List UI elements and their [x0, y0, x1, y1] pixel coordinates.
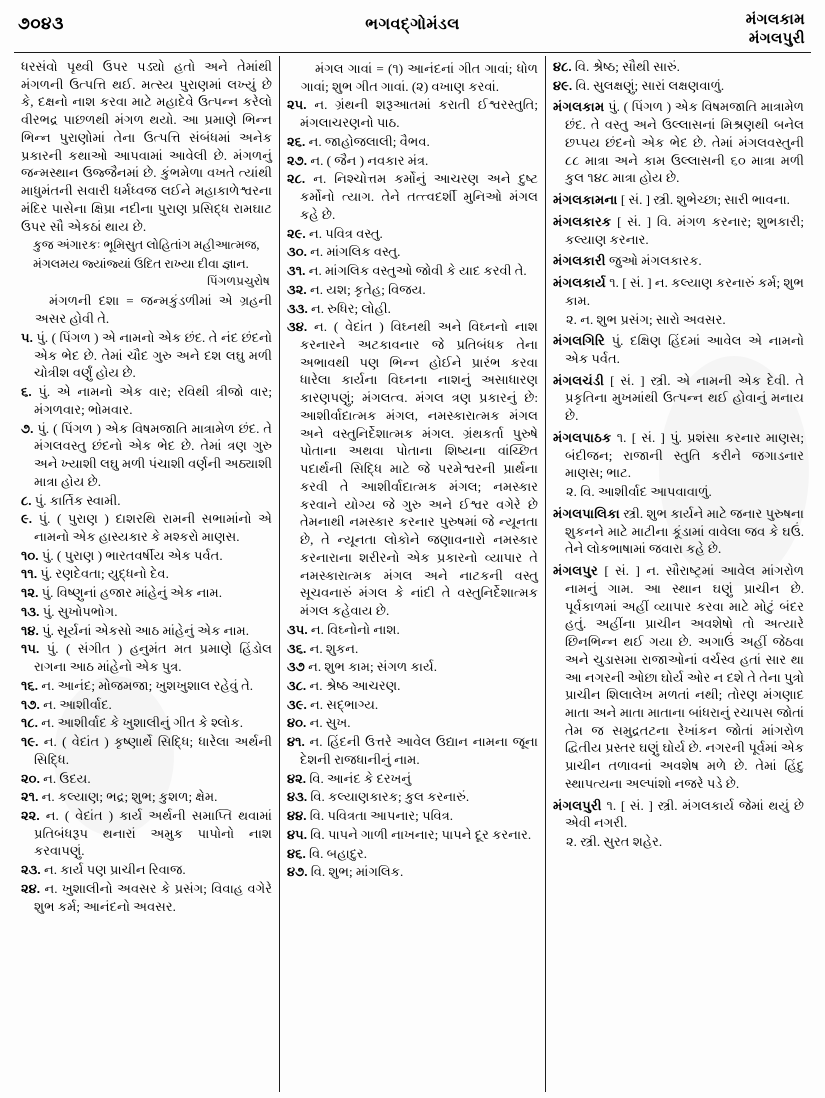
sense-text: ન. યશ; કૃતેહ; વિજય. [309, 281, 426, 297]
sense-number: ૧૧. [21, 566, 38, 582]
sense-text: ન. હિંદની ઉત્તરે આવેલ ઉદ્યાન નામના જૂના દેશની રાજધાનીનું નામ. [300, 734, 538, 767]
sense-text: ન. શ્રેષ્ઠ આચરણ. [309, 677, 401, 693]
sense-item [21, 329, 272, 382]
entry-headword: મંગલપુરી [553, 797, 602, 813]
sense-number: ૧૪. [21, 622, 39, 638]
sense-item [21, 788, 272, 806]
sense-item [21, 640, 272, 675]
entry-headword: મંગલકામના [553, 192, 618, 208]
sense-item [287, 640, 538, 658]
entry-body: પું. ( પિંગળ ) એક વિષમજાતિ માત્રામેળ છંદ. તે વસ્તુ અને ઉલ્લાસનાં મિશ્રણથી બનેલ છપ્પય છંદનો એક ભેદ છે. તેમાં મંગલવસ્તુની ૮૮ માત્રા અને કામ ઉલ્લાસની ૬૦ માત્રા મળી કુલ ૧૪૮ માત્રા હોય છે. [565, 99, 804, 186]
dictionary-entry [553, 562, 804, 793]
sense-number: ૩૮. [287, 677, 307, 693]
entry-headword: મંગલપાલિકા [553, 505, 620, 521]
sense-item [21, 565, 272, 583]
sense-text: પું. એ નામનો એક વાર; રવિથી ત્રીજો વાર; મંગળવાર; ભોમવાર. [34, 384, 272, 417]
entry-headword: મંગલકારી [553, 253, 606, 269]
sense-number: ૩૬. [287, 640, 307, 656]
sense-text: ન. જાહોજલાલી; વૈભવ. [308, 133, 430, 149]
entry-body: ૧. [ સં. ] સ્ત્રી. મંગલકાર્ય જેમાં થયું છે એવી નગરી. [565, 797, 804, 831]
dictionary-entry [553, 429, 804, 482]
sense-number: ૪૯. [553, 77, 573, 93]
sense-item [287, 300, 538, 318]
sense-item [21, 420, 272, 491]
column-2 [279, 56, 545, 1092]
sense-text: ન. માંગલિક વસ્તુ. [310, 244, 401, 260]
sense-text: ન. વિઘ્નોનો નાશ. [310, 621, 400, 637]
sense-number: ૮. [21, 492, 32, 508]
sense-number: ૪૭. [287, 864, 308, 880]
entry-body: [ સં. ] વિ. મંગળ કરનાર; શુભકારી; કલ્યાણ કરનાર. [565, 213, 804, 247]
sense-text: વિ. બહાદુર. [309, 845, 368, 861]
sense-text: ન. રુધિર; લોહી. [311, 300, 391, 316]
sense-number: ૪૪. [287, 808, 307, 824]
sense-item [287, 788, 538, 806]
dictionary-entry [553, 98, 804, 187]
sense-item [21, 492, 272, 510]
sense-item [21, 733, 272, 768]
sense-item [287, 281, 538, 299]
sense-number: ૨૮. [287, 171, 306, 187]
entry-headword: મંગલપાઠક [553, 429, 612, 445]
dictionary-entry [553, 797, 804, 832]
sense-number: ૧૩. [21, 603, 40, 619]
sense-number: ૪૬. [287, 845, 306, 861]
column-container [14, 56, 811, 1092]
guide-word-last: મંગલપુરી [748, 30, 805, 47]
sense-text: પું. વિષ્ણુનાં હજાર માંહેનું એક નામ. [41, 585, 223, 601]
sense-text: ન. કાર્ય પણ પ્રાચીન રિવાજ. [43, 862, 186, 878]
sense-text: વિ. સુલક્ષણું; સારાં લક્ષણવાળું. [575, 77, 725, 93]
sense-item [287, 621, 538, 639]
sense-number: ૧૮. [21, 715, 38, 731]
sense-number: ૨૪. [21, 880, 41, 896]
sense-number: ૪૫. [287, 826, 307, 842]
sense-number: ૪૧. [287, 734, 305, 750]
sense-number: ૩૫. [287, 621, 308, 637]
sense-text: વિ. પાપને ગાળી નાખનાર; પાપને દૂર કરનાર. [310, 826, 532, 842]
sense-item [553, 77, 804, 95]
sense-item [21, 622, 272, 640]
sense-number: ૨૭. [287, 152, 308, 168]
sense-number: ૨૩. [21, 862, 41, 878]
sense-item [287, 170, 538, 223]
entry-headword: મંગલગિરિ [553, 333, 605, 349]
sense-text: પું. ( સંગીત ) હનુમંત મત પ્રમાણે હિંડોલ રાગના આઠ માંહેનો એક પુત્ર. [34, 641, 272, 675]
sense-text: પું. કાર્તિક સ્વામી. [34, 492, 121, 508]
column-1 [14, 56, 279, 1092]
sense-text: ન. માંગલિક વસ્તુઓ જોવી કે યાદ કરવી તે. [308, 263, 527, 279]
sense-number: ૩૪. [287, 319, 308, 335]
sense-number: ૧૬. [21, 677, 39, 693]
entry-body: ૧. [ સં. ] ન. કલ્યાણ કરનારું કર્મ; શુભ કામ. [565, 275, 804, 308]
phrase-entry: મંગલ ગાવાં = (૧) આનંદનાં ગીત ગાવાં; ધોળ ગાવાં; શુભ ગીત ગાવાં. (૨) વખાણ કરવાં. [301, 61, 538, 94]
entry-body: સ્ત્રી. શુભ કાર્યને માટે જનાર પુરુષના શુકનને માટે માટીના કૂંડામાં વાવેલા જવ કે ઘઉં. તેને લોકભાષામાં જવારા કહે છે. [565, 505, 804, 557]
sense-item [287, 696, 538, 714]
sense-number: ૫. [21, 329, 33, 345]
sense-number: ૧૭. [21, 696, 40, 712]
sense-text: ન. આશીર્વાદ કે ખુશાલીનું ગીત કે શ્લોક. [41, 715, 244, 731]
sense-text: ન. પવિત્ર વસ્તુ. [309, 225, 383, 241]
sense-number: ૧૨. [21, 585, 39, 601]
sense-text: પું. સુખોપભોગ. [42, 603, 118, 619]
sense-item [287, 225, 538, 243]
sense-text: પું. ( પુરાણ ) દાશરથિ રામની સભામાંનો એ નામનો એક હાસ્યકાર કે મશ્કરો માણસ. [34, 511, 272, 544]
entry-body: [ સં. ] ન. સૌરાષ્ટ્રમાં આવેલ માંગરોળ નામનું ગામ. આ સ્થાન ઘણું પ્રાચીન છે. પૂર્વકાળમાં અહીં વ્યાપાર કરવા માટે મોટું બંદર હતું. અહીંના પ્રાચીન અવશેષો તો અત્યારે છિનભિન્ન થઈ ગયા છે. અગાઉં અહીં જેઠવા અને ચુડાસમા રાજાઓનાં વર્ચસ્વ હતાં સાર થા આ નગરની ઓછા ઘોર્ય ઓર ન દશે તે તેના પુત્રો પ્રાચીન શિલાલેખ મળતાં નથી; તોરણ મંગણાદ માતા અને માતા માતાના બાંધરાનું રચાપસ જોતાં તેમ જ સમુદ્રતટના રેખાંકન જોતાં માંગરોળ દ્વિતીય પ્રસ્તર ઘણું ઘોર્ય છે. નગરની પૂર્વમાં એક પ્રાચીન તળાવનાં અવશેષ મળે છે. તેમાં હિંદુ સ્થાપત્યના અલ્પાંશો નજરે પડે છે. [565, 563, 804, 791]
header-rule [14, 52, 811, 53]
verse-line: મંગલમય જ્યાંજ્યાં ઉદિત રાખ્યા દીવા જ્ઞાન. [33, 257, 249, 272]
sense-text: ન. આશીર્વાદ. [43, 696, 112, 712]
entry-headword: મંગલકાર્ય [553, 275, 606, 291]
sense-item [21, 861, 272, 879]
sense-text: વિ. શુભ; માંગલિક. [310, 864, 404, 880]
sense-text: ન. ( વેદાંત ) કાર્ય અર્થની સમાપ્તિ થવામાં પ્રતિબંધરૂપ થનારાં અમુક પાપોનો નાશ કરવાપણું. [34, 807, 272, 859]
entry-body: પું. દક્ષિણ હિંદમાં આવેલ એ નામનો એક પર્વત. [565, 333, 804, 367]
entry-body: [ સં. ] સ્ત્રી. એ નામની એક દેવી. તે પ્રકૃતિના મુખમાંથી ઉત્પન્ન થઈ હોવાનું મનાય છે. [565, 372, 804, 424]
sense-text: ન. ( જૈન ) નવકાર મંત્ર. [310, 152, 429, 168]
sense-text: ન. સુખ. [309, 715, 351, 731]
sense-text: પું. રણદેવતા; યુદ્ધનો દેવ. [40, 566, 169, 582]
sense-text: પું. સૂર્યનાં એકસો આઠ માંહેનું એક નામ. [42, 622, 250, 638]
entry-subsense: ૨. સ્ત્રી. સુરત શહેર. [566, 834, 663, 850]
entry-subsense: ૨. ન. શુભ પ્રસંગ; સારો અવસર. [566, 311, 726, 327]
sense-item [287, 714, 538, 732]
sense-item [21, 696, 272, 714]
sense-number: ૧૫. [21, 641, 40, 657]
sense-text: પું. ( પુરાણ ) ભારતવર્ષીય એક પર્વત. [41, 547, 223, 563]
sense-item [287, 826, 538, 844]
sense-text: પું. ( પિંગળ ) એક વિષમજાતિ માત્રામેળ છંદ. તે મંગલવસ્તુ છંદનો એક ભેદ છે. તેમાં ત્રણ ગુરુ અને ખ્યાશી લઘુ મળી પંચાશી વર્ણની અઠ્યાશી માત્રા હોય છે. [34, 420, 272, 489]
sense-text: ન. ગ્રંથની શરૂઆતમાં કરાતી ઈશ્વરસ્તુતિ; મંગલાચરણનો પાઠ. [300, 97, 538, 131]
sense-item [287, 845, 538, 863]
entry-body: જુઓ મંગલકારક. [608, 253, 702, 269]
sense-item [21, 603, 272, 621]
continued-paragraph: ધરસંવો પૃથ્વી ઉપર પડ્યો હતો અને તેમાંથી મંગળની ઉત્પત્તિ થઈ. મત્સ્ય પુરાણમાં લખ્યું છે કે, દક્ષનો નાશ કરવા માટે મહાદેવે ઉત્પન્ન કરેલો વીરભદ્ર પાછળથી મંગળ થયો. આ પ્રમાણે ભિન્ન ભિન્ન પુરાણોમાં તેના ઉત્પત્તિ સંબંધમાં અનેક પ્રકારની કથાઓ આપવામાં આવેલી છે. મંગળનું જન્મસ્થાન ઉજ્જૈનમાં છે. કુંભમેળા વખતે ત્યાંથી માધુમંતની સવારી ધર્મધ્વજ લઈને મહાકાળેશ્વરના મંદિર પાસેના ક્ષિપ્રા નદીના પુરાણ પ્રસિદ્ધ રામઘાટ ઉપર સૌ એકઠાં થાય છે. [21, 59, 272, 234]
sense-number: ૩૨. [287, 281, 307, 297]
dictionary-entry [553, 274, 804, 309]
verse-line: કુજ અંગારકઃ ભૂમિસુત લોહિતાંગ મહીઆત્મજ, [33, 238, 260, 253]
sense-number: ૨૬. [287, 133, 306, 149]
sense-text: ન. ખુશાલીનો અવસર કે પ્રસંગ; વિવાહ વગેરે શુભ કર્મ; આનંદનો અવસર. [34, 880, 273, 914]
sense-item [287, 96, 538, 131]
sense-text: ન. શુભ કામ; સંગળ કાર્ય. [308, 659, 437, 675]
sense-item [287, 863, 538, 881]
sense-number: ૩૦. [287, 244, 307, 260]
sense-item [287, 133, 538, 151]
dictionary-entry [553, 213, 804, 248]
sense-number: ૧૯. [21, 734, 39, 750]
sense-text: ન. શુકન. [309, 640, 359, 656]
sense-text: ન. કલ્યાણ; ભદ્ર; શુભ; કુશળ; ક્ષેમ. [41, 789, 218, 805]
dictionary-entry [553, 252, 804, 270]
sense-text: ન. ( વેદાંત ) વિઘ્નથી અને વિઘ્નનો નાશ કરનારને અટકાવનાર જે પ્રતિબંધક તેના અભાવથી પણ ભિન્ન હોઈને પ્રારંભ કરવા ધારેલા કાર્યના વિઘ્નના નાશનું અસાધારણ કારણપણું; મંગલત્વ. મંગલ ત્રણ પ્રકારનું છે: આશીર્વાદાત્મક મંગલ, નમસ્કારાત્મક મંગલ અને વસ્તુનિર્દેશાત્મક મંગલ. ગ્રંથકર્તા પુરુષે પોતાના અથવા પોતાના શિષ્યના વાંચ્છિત પદાર્થની સિદ્ધિ માટે જે પરમેશ્વરની પ્રાર્થના કરવી તે આશીર્વાદાત્મક મંગલ; નમસ્કાર કરવાને યોગ્ય જે ગુરુ અને ઈશ્વર વગેરે છે તેમનાથી નમસ્કાર કરનાર પુરુષમાં જે ન્યૂનતા છે, તે ન્યૂનતા લોકોને જણાવનારો નમસ્કાર કરનારાના શરીરનો એક પ્રકારનો વ્યાપાર તે નમસ્કારાત્મક મંગલ અને નાટકની વસ્તુ સૂચવનારું મંગલ કે નાંદી તે વસ્તુનિર્દેશાત્મક મંગલ કહેવાય છે. [300, 319, 538, 619]
sense-text: ન. આનંદ; મોજમજા; ખુશખુશાલ રહેવું તે. [41, 677, 254, 693]
page-folio-number: ૭૦૪૩ [18, 14, 64, 33]
sense-item [287, 262, 538, 280]
sense-number: ૪૩. [287, 789, 308, 805]
guide-words [746, 11, 805, 49]
running-head [0, 0, 825, 54]
sense-item [287, 677, 538, 695]
sense-number: ૩૯. [287, 696, 307, 712]
sense-text: પું. ( પિંગળ ) એ નામનો એક છંદ. તે નંદ છંદનો એક ભેદ છે. તેમાં ચૌદ ગુરુ અને દશ લઘુ મળી ચોત્રીશ વર્ણું હોય છે. [34, 329, 272, 381]
sense-number: ૬. [21, 384, 32, 400]
sense-number: ૭. [21, 420, 34, 436]
sense-item [287, 733, 538, 768]
phrase-entry: મંગળની દશા = જન્મકુંડળીમાં એ ગ્રહની અસર હોવી તે. [35, 293, 272, 327]
sense-number: ૪૨. [287, 770, 307, 786]
sense-item [553, 58, 804, 76]
dictionary-entry [553, 372, 804, 425]
sense-item [21, 770, 272, 788]
sense-number: ૧૦. [21, 547, 39, 563]
sense-number: ૨૯. [287, 225, 306, 241]
sense-number: ૯. [21, 511, 33, 527]
entry-subsense: ૨. વિ. આશીર્વાદ આપવાવાળું. [566, 484, 712, 500]
sense-number: ૪૮. [553, 59, 572, 74]
sense-item [21, 807, 272, 860]
verse-source-citation: પિંગળપ્રચુરોષ [207, 273, 270, 288]
sense-item [287, 658, 538, 676]
sense-text: વિ. આનંદ કે દરખનું [309, 770, 412, 786]
entry-headword: મંગલચંડી [553, 372, 605, 388]
entry-headword: મંગલકારક [553, 213, 612, 229]
entry-body: [ સં. ] સ્ત્રી. શુભેચ્છા; સારી ભાવના. [620, 192, 790, 208]
sense-number: ૩૩. [287, 300, 308, 316]
sense-item [21, 547, 272, 565]
sense-number: ૨૫. [287, 97, 307, 113]
sense-item [287, 243, 538, 261]
dictionary-entry [553, 332, 804, 367]
sense-item [287, 152, 538, 170]
sense-item [21, 677, 272, 695]
sense-text: વિ. પવિત્રતા આપનાર; પવિત્ર. [309, 808, 454, 824]
entry-headword: મંગલપુર [553, 563, 598, 579]
entry-headword: મંગલકામ [553, 99, 605, 115]
dictionary-entry [553, 505, 804, 558]
sense-text: વિ. શ્રેષ્ઠ; સૌથી સારું. [574, 59, 680, 74]
dictionary-title: ભગવદ્ગોમંડલ [365, 16, 460, 33]
sense-number: ૨૨. [21, 807, 40, 823]
sense-item [287, 807, 538, 825]
sense-item [21, 880, 272, 915]
sense-item [287, 770, 538, 788]
sense-item [21, 383, 272, 418]
sense-number: ૨૦. [21, 770, 40, 786]
sense-text: ન. સદ્ભાગ્ય. [310, 696, 379, 712]
sense-item [21, 510, 272, 545]
sense-item [287, 318, 538, 619]
sense-text: ન. નિશ્ચોત્તમ કર્મોનું આચરણ અને દુષ્ટ કર્મોનો ત્યાગ. તેને તત્ત્વદર્શી મુનિઓ મંગલ કહે છે. [300, 171, 538, 222]
sense-number: ૪૦. [287, 715, 307, 731]
sense-number: ૩૭ [287, 659, 305, 675]
sense-number: ૨૧. [21, 789, 39, 805]
column-3 [545, 56, 811, 1092]
sense-text: વિ. કલ્યાણકારક; કુલ કરનારું. [310, 789, 470, 805]
guide-word-first: મંગલકામ [745, 12, 805, 28]
sense-text: ન. ઉદય. [43, 770, 91, 786]
entry-body: ૧. [ સં. ] પું. પ્રશંસા કરનાર માણસ; બંદીજન; રાજાની સ્તુતિ કરીને જગાડનાર માણસ; ભાટ. [565, 429, 804, 481]
dictionary-entry [553, 191, 804, 209]
sense-item [21, 714, 272, 732]
sense-number: ૩૧. [287, 263, 306, 279]
sense-item [21, 584, 272, 602]
sense-text: ન. ( વેદાંત ) કૃષ્ણાર્થે સિદ્ધિ; ધારેલા અર્થની સિદ્ધિ. [34, 734, 272, 767]
